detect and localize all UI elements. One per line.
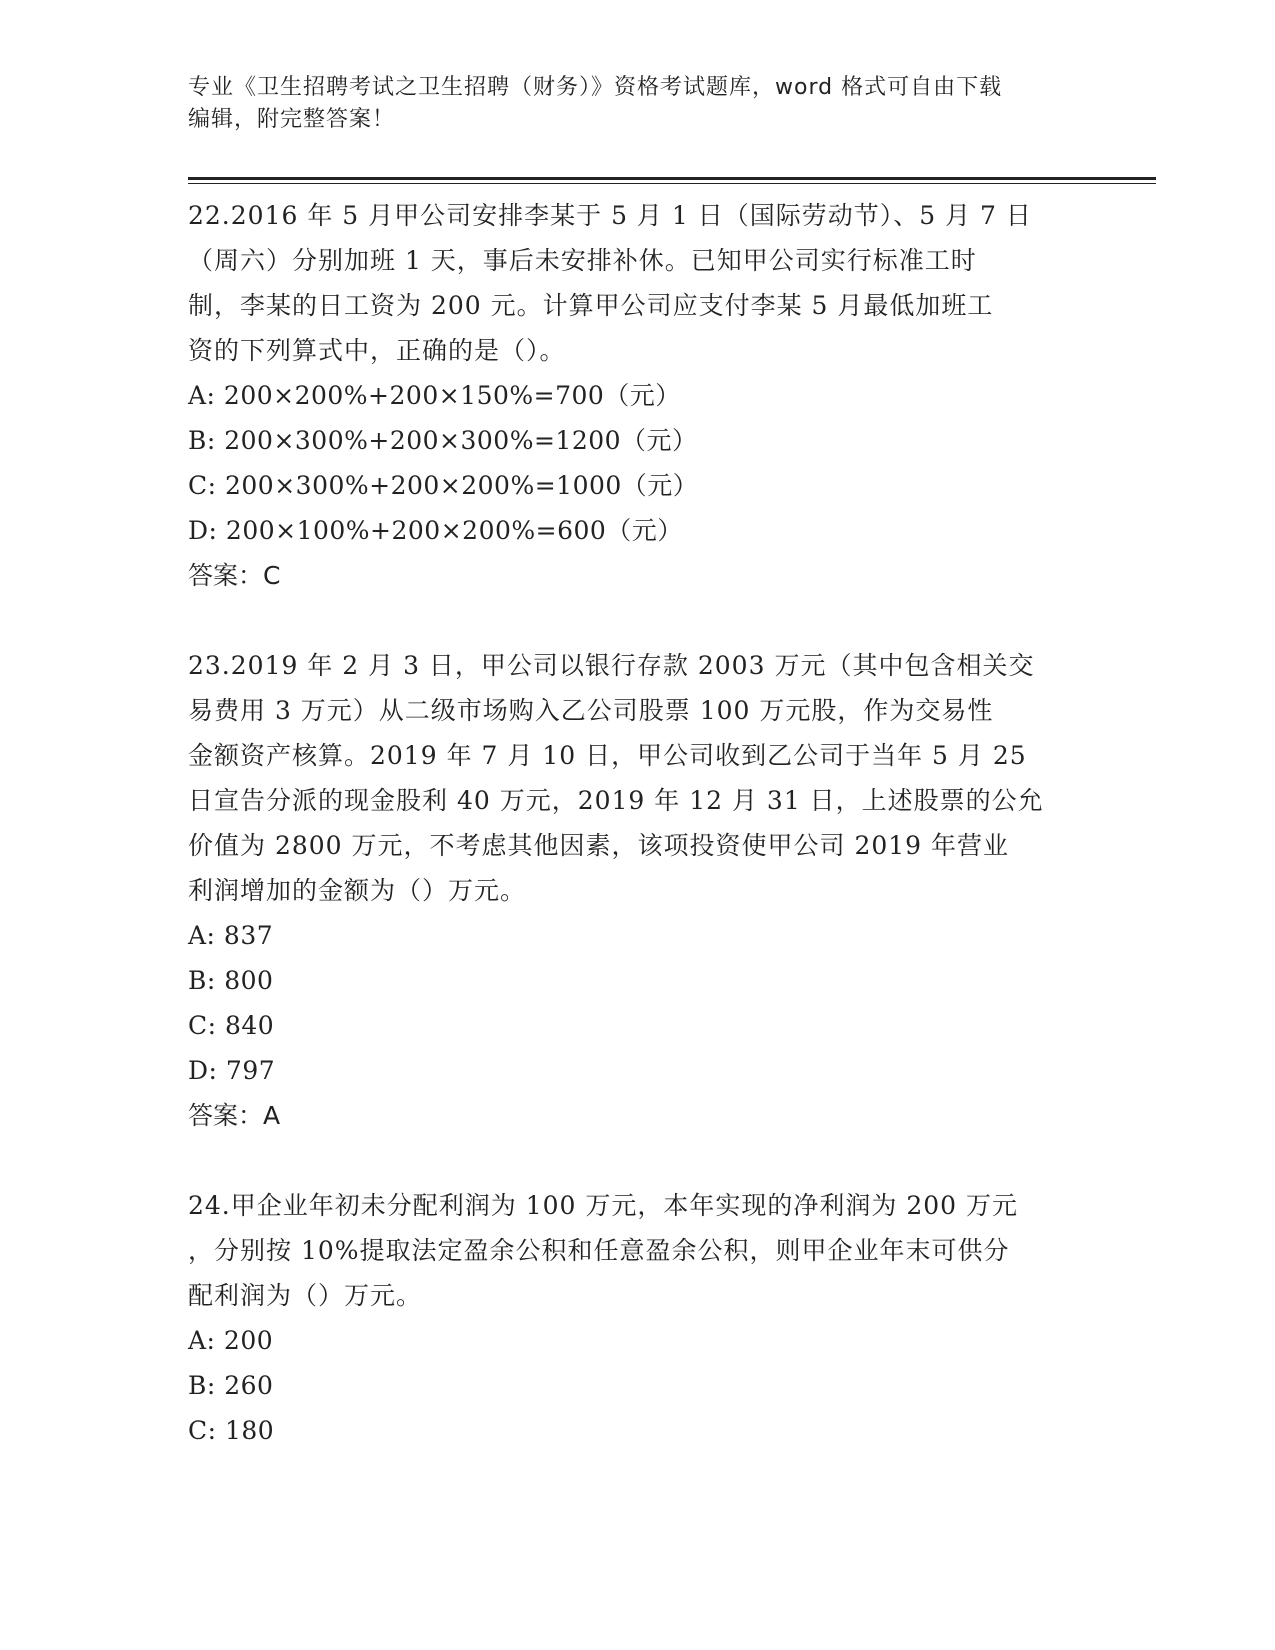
spacer <box>188 1138 1088 1183</box>
question-list <box>188 193 1088 1453</box>
question-stem-line: 资的下列算式中，正确的是（）。 <box>188 336 566 365</box>
option-b: B: 260 <box>188 1371 274 1400</box>
header-divider-thin <box>188 183 1156 184</box>
question-24 <box>188 1183 1088 1453</box>
question-stem-line: （周六）分别加班 1 天，事后未安排补休。已知甲公司实行标准工时 <box>188 246 977 275</box>
option-b: B: 800 <box>188 966 274 995</box>
question-stem-line: 22.2016 年 5 月甲公司安排李某于 5 月 1 日（国际劳动节）、5 月 7 日 <box>188 201 1032 230</box>
spacer <box>188 598 1088 643</box>
question-stem-line: 价值为 2800 万元，不考虑其他因素，该项投资使甲公司 2019 年营业 <box>188 831 1010 860</box>
option-d: D: 200×100%+200×200%=600（元） <box>188 516 683 545</box>
option-d: D: 797 <box>188 1056 276 1085</box>
header-line-1: 专业《卫生招聘考试之卫生招聘（财务）》资格考试题库，word 格式可自由下载 <box>188 75 1003 100</box>
option-a: A: 837 <box>188 921 274 950</box>
question-stem-line: 金额资产核算。2019 年 7 月 10 日，甲公司收到乙公司于当年 5 月 25 <box>188 741 1027 770</box>
question-stem-line: 24.甲企业年初未分配利润为 100 万元，本年实现的净利润为 200 万元 <box>188 1191 1018 1220</box>
option-c: C: 200×300%+200×200%=1000（元） <box>188 471 699 500</box>
question-stem-line: 易费用 3 万元）从二级市场购入乙公司股票 100 万元股，作为交易性 <box>188 696 994 725</box>
option-b: B: 200×300%+200×300%=1200（元） <box>188 426 698 455</box>
answer: 答案：C <box>188 561 281 590</box>
question-22 <box>188 193 1088 598</box>
option-a: A: 200×200%+200×150%=700（元） <box>188 381 681 410</box>
header-line-2: 编辑，附完整答案！ <box>188 107 396 132</box>
option-c: C: 180 <box>188 1416 275 1445</box>
question-23 <box>188 643 1088 1138</box>
document-header <box>188 72 1068 136</box>
question-stem-line: 利润增加的金额为（）万元。 <box>188 876 527 905</box>
option-c: C: 840 <box>188 1011 275 1040</box>
option-a: A: 200 <box>188 1326 274 1355</box>
question-stem-line: 制，李某的日工资为 200 元。计算甲公司应支付李某 5 月最低加班工 <box>188 291 994 320</box>
question-stem-line: 配利润为（）万元。 <box>188 1281 423 1310</box>
question-stem-line: ，分别按 10%提取法定盈余公积和任意盈余公积，则甲企业年末可供分 <box>188 1236 1010 1265</box>
question-stem-line: 日宣告分派的现金股利 40 万元，2019 年 12 月 31 日，上述股票的公允 <box>188 786 1044 815</box>
answer: 答案：A <box>188 1101 281 1130</box>
header-divider <box>188 177 1156 180</box>
question-stem-line: 23.2019 年 2 月 3 日，甲公司以银行存款 2003 万元（其中包含相关交 <box>188 651 1035 680</box>
